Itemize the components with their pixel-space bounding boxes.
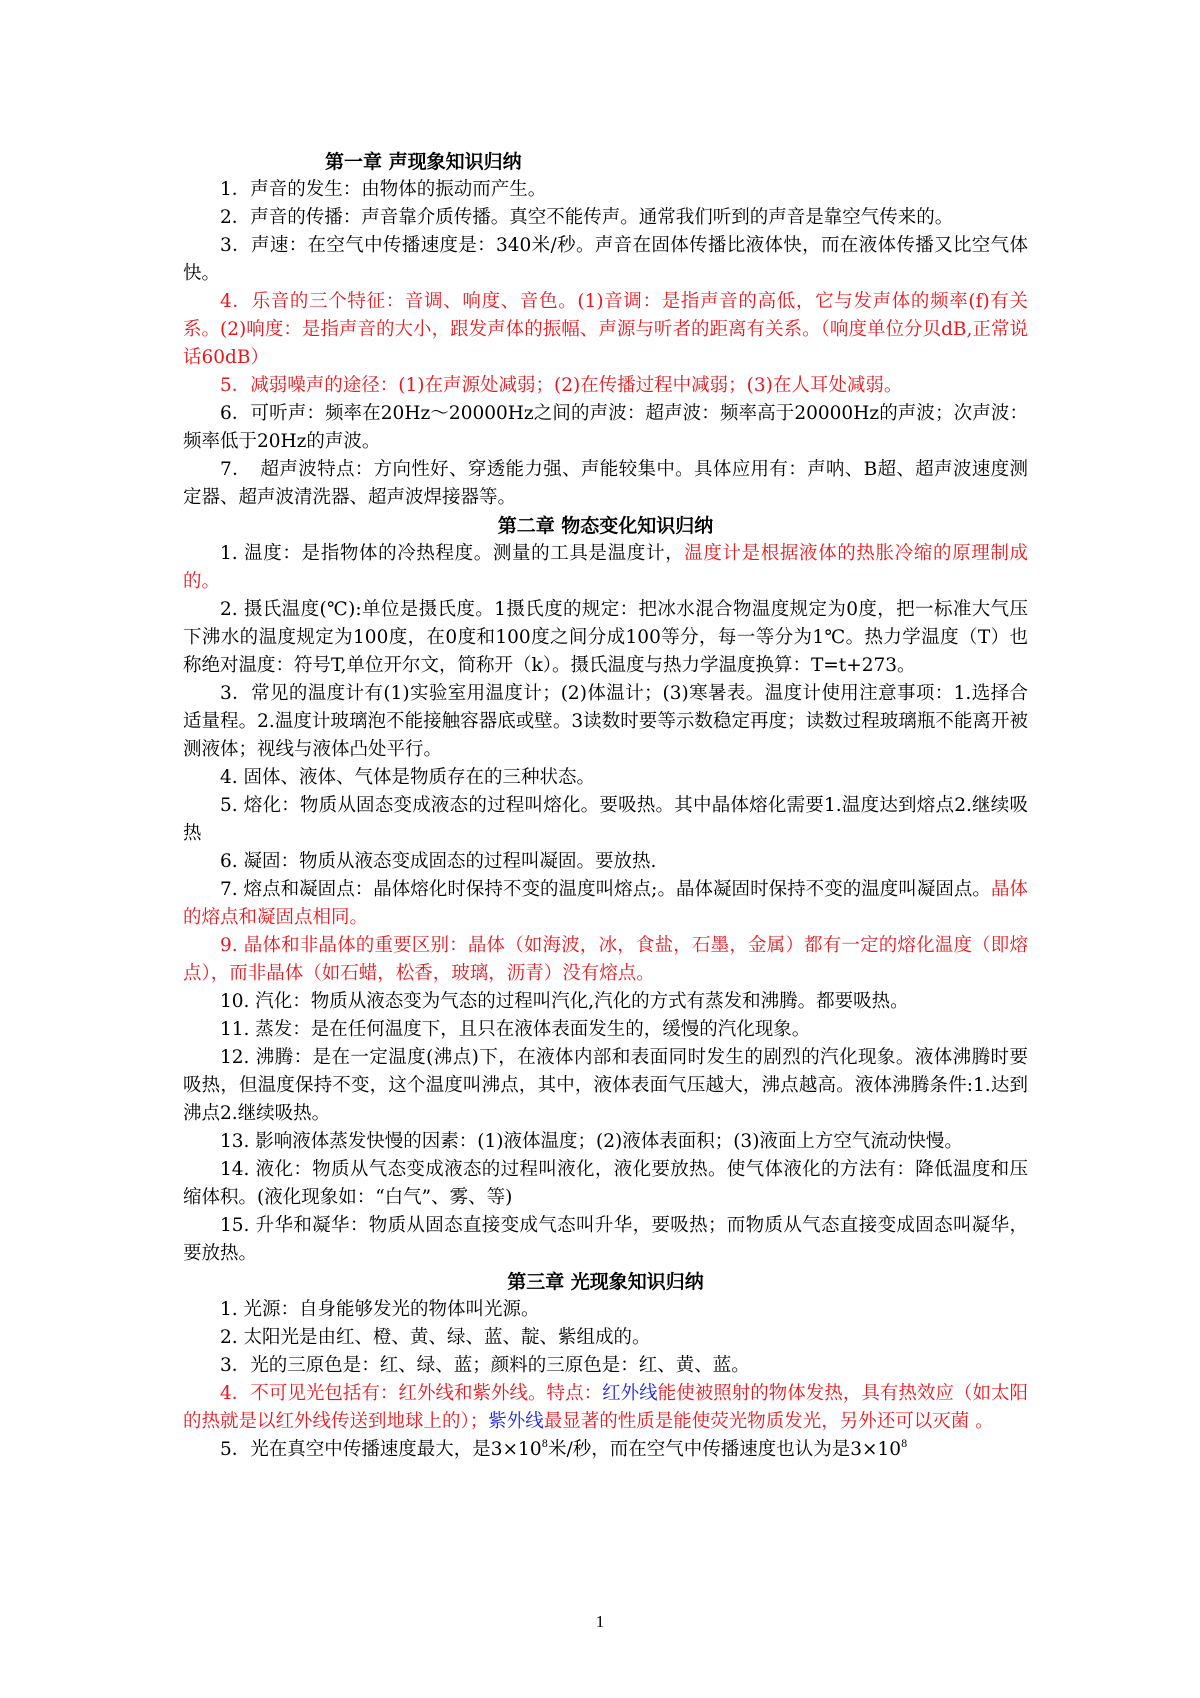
- paragraph: 2. 太阳光是由红、橙、黄、绿、蓝、靛、紫组成的。: [220, 1327, 651, 1348]
- exponent: 8: [541, 1439, 548, 1450]
- paragraph: 6．可听声：频率在20Hz～20000Hz之间的声波：超声波：频率高于20000Hz的声波；次声波：频率低于20Hz的声波。: [183, 403, 1028, 452]
- paragraph: 6. 凝固：物质从液态变成固态的过程叫凝固。要放热.: [220, 851, 657, 872]
- highlight-text: 晶体的熔点和凝固点相同。: [183, 879, 1028, 928]
- paragraph: 13. 影响液体蒸发快慢的因素：(1)液体温度；(2)液体表面积；(3)液面上方空气流动快慢。: [220, 1131, 963, 1152]
- paragraph: 14. 液化：物质从气态变成液态的过程叫液化，液化要放热。使气体液化的方法有：降低温度和压缩体积。(液化现象如：“白气”、雾、等): [183, 1159, 1028, 1208]
- paragraph: 11. 蒸发：是在任何温度下，且只在液体表面发生的，缓慢的汽化现象。: [220, 1019, 811, 1040]
- paragraph: 7． 超声波特点：方向性好、穿透能力强、声能较集中。具体应用有：声呐、B超、超声波速度测定器、超声波清洗器、超声波焊接器等。: [183, 459, 1028, 508]
- paragraph: 1. 光源：自身能够发光的物体叫光源。: [220, 1299, 540, 1320]
- paragraph: [183, 540, 1028, 596]
- paragraph: 5. 熔化：物质从固态变成液态的过程叫熔化。要吸热。其中晶体熔化需要1.温度达到熔点2.继续吸热: [183, 795, 1028, 844]
- chapter-2-title: 第二章 物态变化知识归纳: [497, 515, 714, 537]
- highlight-text: 最显著的性质是能使荧光物质发光，另外还可以灭菌 。: [543, 1411, 994, 1432]
- infrared-term: 红外线: [602, 1383, 658, 1404]
- paragraph: 12. 沸腾：是在一定温度(沸点)下，在液体内部和表面同时发生的剧烈的汽化现象。液体沸腾时要吸热，但温度保持不变，这个温度叫沸点，其中，液体表面气压越大，沸点越高。液体沸腾条件:1.达到沸点2.继续吸热。: [183, 1047, 1028, 1124]
- paragraph: [183, 876, 1028, 932]
- page-number: 1: [595, 1612, 605, 1631]
- paragraph: 3．常见的温度计有(1)实验室用温度计；(2)体温计；(3)寒暑表。温度计使用注意事项：1.选择合适量程。2.温度计玻璃泡不能接触容器底或壁。3读数时要等示数稳定再度；读数过程玻璃瓶不能离开被测液体；视线与液体凸处平行。: [183, 683, 1028, 760]
- paragraph-highlight: 5．减弱噪声的途径：(1)在声源处减弱；(2)在传播过程中减弱；(3)在人耳处减弱。: [220, 375, 903, 396]
- paragraph-highlight: [183, 1380, 1028, 1436]
- highlight-text: 能使被照射的物体发热，具有热效应（如太阳的热就是以红外线传送到地球上的）；: [183, 1383, 1028, 1432]
- paragraph: 15. 升华和凝华：物质从固态直接变成气态叫升华，要吸热；而物质从气态直接变成固态叫凝华，要放热。: [183, 1215, 1028, 1264]
- highlight-text: 温度计是根据液体的热胀冷缩的原理制成的。: [183, 543, 1028, 592]
- chapter-3-title: 第三章 光现象知识归纳: [507, 1271, 704, 1293]
- paragraph-text: 5．光在真空中传播速度最大，是3×10: [220, 1439, 542, 1460]
- highlight-text: 4．不可见光包括有：红外线和紫外线。特点：: [220, 1383, 603, 1404]
- paragraph: 2．声音的传播：声音靠介质传播。真空不能传声。通常我们听到的声音是靠空气传来的。: [220, 207, 954, 228]
- exponent: 8: [901, 1439, 908, 1450]
- paragraph: [183, 1436, 1028, 1464]
- paragraph-text: 1. 温度：是指物体的冷热程度。测量的工具是温度计，: [220, 543, 685, 564]
- paragraph: 4. 固体、液体、气体是物质存在的三种状态。: [220, 767, 596, 788]
- paragraph-text: 7. 熔点和凝固点：晶体熔化时保持不变的温度叫熔点;。晶体凝固时保持不变的温度叫凝固点。: [220, 879, 991, 900]
- paragraph: 1．声音的发生：由物体的振动而产生。: [220, 179, 547, 200]
- document-body: [183, 148, 1028, 1464]
- paragraph: 3．光的三原色是：红、绿、蓝；颜料的三原色是：红、黄、蓝。: [220, 1355, 750, 1376]
- paragraph: 2. 摄氏温度(℃):单位是摄氏度。1摄氏度的规定：把冰水混合物温度规定为0度，把一标准大气压下沸水的温度规定为100度，在0度和100度之间分成100等分，每一等分为1℃。热力学温度（T）也称绝对温度：符号T,单位开尔文，简称开（k）。摄氏温度与热力学温度换算：T=t+273。: [183, 599, 1028, 676]
- paragraph-highlight: 9. 晶体和非晶体的重要区别：晶体（如海波，冰，食盐，石墨，金属）都有一定的熔化温度（即熔点），而非晶体（如石蜡，松香，玻璃，沥青）没有熔点。: [183, 935, 1028, 984]
- paragraph-text: 米/秒，而在空气中传播速度也认为是3×10: [547, 1439, 902, 1460]
- paragraph: 10. 汽化：物质从液态变为气态的过程叫汽化,汽化的方式有蒸发和沸腾。都要吸热。: [220, 991, 909, 1012]
- ultraviolet-term: 紫外线: [488, 1411, 544, 1432]
- paragraph: 3．声速：在空气中传播速度是：340米/秒。声音在固体传播比液体快，而在液体传播又比空气体快。: [183, 235, 1028, 284]
- chapter-1-title: 第一章 声现象知识归纳: [325, 151, 522, 173]
- paragraph-highlight: 4．乐音的三个特征：音调、响度、音色。(1)音调：是指声音的高低，它与发声体的频率(f)有关系。(2)响度：是指声音的大小，跟发声体的振幅、声源与听者的距离有关系。（响度单位分贝dB,正常说话60dB）: [183, 291, 1028, 368]
